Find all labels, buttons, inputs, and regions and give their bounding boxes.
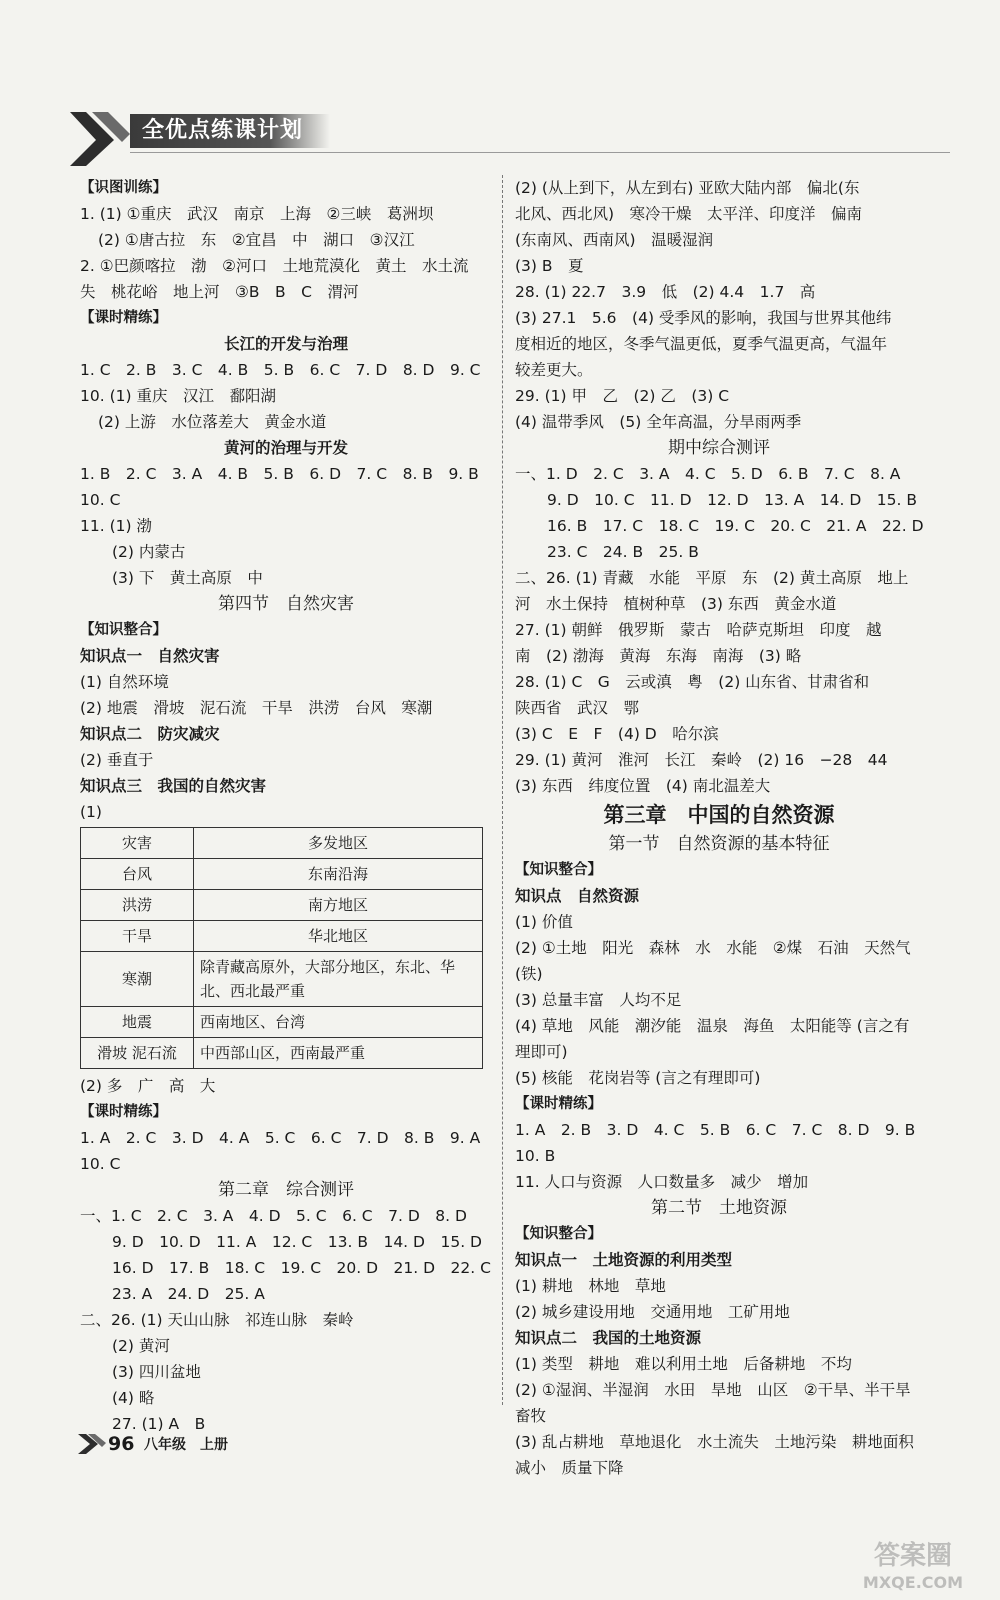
table-cell: 滑坡 泥石流 <box>81 1038 194 1069</box>
answer-line: 23. C 24. B 25. B <box>547 543 699 561</box>
answer-line: (铁) <box>515 965 543 983</box>
answer-line: 失 桃花峪 地上河 ③B B C 渭河 <box>80 283 359 301</box>
chapter-title: 第三章 中国的自然资源 <box>603 802 835 827</box>
answer-line: 16. B 17. C 18. C 19. C 20. C 21. A 22. D <box>547 517 924 535</box>
answer-line: (4) 草地 风能 潮汐能 温泉 海鱼 太阳能等 (言之有 <box>515 1017 910 1035</box>
table-cell: 洪涝 <box>81 890 194 921</box>
brand-logo-icon <box>70 110 130 166</box>
answer-line: 29. (1) 甲 乙 (2) 乙 (3) C <box>515 387 730 405</box>
answer-line: 10. C <box>80 491 121 509</box>
answer-line: 9. D 10. D 11. A 12. C 13. B 14. D 15. D <box>112 1233 482 1251</box>
table-cell: 地震 <box>81 1007 194 1038</box>
answer-line: 一、1. D 2. C 3. A 4. C 5. D 6. B 7. C 8. A <box>515 465 901 483</box>
answer-line: 1. A 2. C 3. D 4. A 5. C 6. C 7. D 8. B 9. A <box>80 1129 481 1147</box>
section-title: 第二节 土地资源 <box>651 1198 787 1218</box>
answer-line: (2) (从上到下，从左到右) 亚欧大陆内部 偏北(东 <box>515 179 860 197</box>
table-row <box>81 1007 483 1038</box>
answer-line: 9. D 10. C 11. D 12. D 13. A 14. D 15. B <box>547 491 917 509</box>
answer-line: 陕西省 武汉 鄂 <box>515 699 640 717</box>
answer-line: (2) 上游 水位落差大 黄金水道 <box>98 413 327 431</box>
answer-line: 2. ①巴颜喀拉 渤 ②河口 土地荒漠化 黄土 水土流 <box>80 257 469 275</box>
answer-line: (5) 核能 花岗岩等 (言之有理即可) <box>515 1069 761 1087</box>
section-title: 第二章 综合测评 <box>218 1180 354 1200</box>
section-tag: 【识图训练】 <box>80 180 167 196</box>
answer-line: (3) C E F (4) D 哈尔滨 <box>515 725 719 743</box>
answer-line: 南 (2) 渤海 黄海 东海 南海 (3) 略 <box>515 647 802 665</box>
answer-line: (东南风、西南风) 温暖湿润 <box>515 231 714 249</box>
right-column <box>515 175 923 1481</box>
answer-line: 一、1. C 2. C 3. A 4. D 5. C 6. C 7. D 8. D <box>80 1207 467 1225</box>
answer-line: 1. B 2. C 3. A 4. B 5. B 6. D 7. C 8. B 9. B <box>80 465 479 483</box>
answer-line: (2) 垂直于 <box>80 751 154 769</box>
answer-line: 10. (1) 重庆 汉江 鄱阳湖 <box>80 387 276 405</box>
table-header-cell: 灾害 <box>81 828 194 859</box>
answer-line: 27. (1) A B <box>112 1415 206 1433</box>
table-row <box>81 952 483 1007</box>
table-row <box>81 890 483 921</box>
column-divider <box>502 175 503 1405</box>
table-cell: 干旱 <box>81 921 194 952</box>
knowledge-point-heading: 知识点 自然资源 <box>515 887 640 905</box>
section-tag: 【课时精练】 <box>80 1104 167 1120</box>
knowledge-point-heading: 知识点三 我国的自然灾害 <box>80 777 267 795</box>
answer-line: (2) 内蒙古 <box>112 543 186 561</box>
answer-line: (3) 东西 纬度位置 (4) 南北温差大 <box>515 777 771 795</box>
section-tag: 【知识整合】 <box>515 862 602 878</box>
section-title: 第四节 自然灾害 <box>218 594 354 614</box>
section-title: 期中综合测评 <box>668 438 770 458</box>
brand-title: 全优点练课计划 <box>130 114 330 148</box>
watermark-line2: MXQE.COM <box>862 1573 964 1592</box>
answer-line: (2) 城乡建设用地 交通用地 工矿用地 <box>515 1303 790 1321</box>
answer-line: 较差更大。 <box>515 361 593 379</box>
answer-line: 二、26. (1) 青藏 水能 平原 东 (2) 黄土高原 地上 <box>515 569 909 587</box>
table-cell: 除青藏高原外，大部分地区，东北、华北、西北最严重 <box>194 952 483 1007</box>
answer-line: 河 水土保持 植树种草 (3) 东西 黄金水道 <box>515 595 837 613</box>
answer-line: (3) 27.1 5.6 (4) 受季风的影响，我国与世界其他纬 <box>515 309 892 327</box>
answer-line: 1. A 2. B 3. D 4. C 5. B 6. C 7. C 8. D 9. B <box>515 1121 916 1139</box>
table-cell: 中西部山区，西南最严重 <box>194 1038 483 1069</box>
section-tag: 【知识整合】 <box>515 1226 602 1242</box>
answer-line: 1. C 2. B 3. C 4. B 5. B 6. C 7. D 8. D 9. C <box>80 361 481 379</box>
table-cell: 东南沿海 <box>194 859 483 890</box>
section-tag: 【课时精练】 <box>515 1096 602 1112</box>
answer-line: (2) 黄河 <box>112 1337 170 1355</box>
watermark-line1: 答案圈 <box>873 1541 953 1571</box>
table-header-row <box>81 828 483 859</box>
table-header-cell: 多发地区 <box>194 828 483 859</box>
page-header <box>70 108 950 168</box>
disaster-table <box>80 827 483 1069</box>
answer-line: (1) 价值 <box>515 913 573 931</box>
answer-line: (2) ①土地 阳光 森林 水 水能 ②煤 石油 天然气 <box>515 939 911 957</box>
answer-line: 减小 质量下降 <box>515 1459 624 1477</box>
answer-line: 10. B <box>515 1147 556 1165</box>
lesson-title: 长江的开发与治理 <box>223 335 348 353</box>
answer-line: (1) 自然环境 <box>80 673 169 691</box>
table-row <box>81 921 483 952</box>
answer-line: 11. (1) 渤 <box>80 517 152 535</box>
answer-line: 二、26. (1) 天山山脉 祁连山脉 秦岭 <box>80 1311 354 1329</box>
answer-line: (3) 四川盆地 <box>112 1363 201 1381</box>
answer-line: (4) 略 <box>112 1389 155 1407</box>
answer-line: (2) ①湿润、半湿润 水田 旱地 山区 ②干旱、半干旱 <box>515 1381 911 1399</box>
answer-line: (1) 耕地 林地 草地 <box>515 1277 666 1295</box>
table-cell: 西南地区、台湾 <box>194 1007 483 1038</box>
answer-line: 23. A 24. D 25. A <box>112 1285 265 1303</box>
table-row <box>81 859 483 890</box>
answer-line: (2) ①唐古拉 东 ②宜昌 中 湖口 ③汉江 <box>98 231 415 249</box>
watermark-logo-icon <box>838 1534 988 1594</box>
answer-line: (1) 类型 耕地 难以利用土地 后备耕地 不均 <box>515 1355 852 1373</box>
knowledge-point-heading: 知识点一 自然灾害 <box>80 647 220 665</box>
answer-line: 畜牧 <box>515 1407 547 1425</box>
answer-line: 11. 人口与资源 人口数量多 减少 增加 <box>515 1173 809 1191</box>
table-row <box>81 1038 483 1069</box>
answer-line: (2) 多 广 高 大 <box>80 1077 216 1095</box>
answer-line: (2) 地震 滑坡 泥石流 干旱 洪涝 台风 寒潮 <box>80 699 433 717</box>
section-tag: 【知识整合】 <box>80 622 167 638</box>
knowledge-point-heading: 知识点二 我国的土地资源 <box>515 1329 702 1347</box>
table-cell: 寒潮 <box>81 952 194 1007</box>
answer-line: 度相近的地区，冬季气温更低，夏季气温更高，气温年 <box>515 335 888 353</box>
answer-line: (4) 温带季风 (5) 全年高温，分旱雨两季 <box>515 413 802 431</box>
section-tag: 【课时精练】 <box>80 310 167 326</box>
footer-grade: 八年级 上册 <box>144 1437 228 1453</box>
table-cell: 华北地区 <box>194 921 483 952</box>
answer-line: (3) 乱占耕地 草地退化 水土流失 土地污染 耕地面积 <box>515 1433 914 1451</box>
answer-line: 16. D 17. B 18. C 19. C 20. D 21. D 22. C <box>112 1259 491 1277</box>
answer-line: (3) 下 黄土高原 中 <box>112 569 263 587</box>
footer-logo-icon <box>78 1434 106 1454</box>
answer-line: 28. (1) C G 云或滇 粤 (2) 山东省、甘肃省和 <box>515 673 870 691</box>
knowledge-point-heading: 知识点一 土地资源的利用类型 <box>515 1251 733 1269</box>
left-column <box>80 175 492 1437</box>
answer-line: 北风、西北风) 寒冷干燥 太平洋、印度洋 偏南 <box>515 205 863 223</box>
answer-line: 29. (1) 黄河 淮河 长江 秦岭 (2) 16 −28 44 <box>515 751 888 769</box>
answer-line: 1. (1) ①重庆 武汉 南京 上海 ②三峡 葛洲坝 <box>80 205 434 223</box>
answer-line: 28. (1) 22.7 3.9 低 (2) 4.4 1.7 高 <box>515 283 816 301</box>
section-title: 第一节 自然资源的基本特征 <box>608 834 830 854</box>
answer-line: 10. C <box>80 1155 121 1173</box>
page-number: 96 <box>108 1433 135 1455</box>
header-rule <box>130 152 950 153</box>
answer-line: (1) <box>80 803 102 821</box>
lesson-title: 黄河的治理与开发 <box>223 439 348 457</box>
answer-line: (3) B 夏 <box>515 257 584 275</box>
answer-line: 27. (1) 朝鲜 俄罗斯 蒙古 哈萨克斯坦 印度 越 <box>515 621 882 639</box>
table-cell: 南方地区 <box>194 890 483 921</box>
answer-line: (3) 总量丰富 人均不足 <box>515 991 682 1009</box>
answer-line: 理即可) <box>515 1043 568 1061</box>
table-cell: 台风 <box>81 859 194 890</box>
knowledge-point-heading: 知识点二 防灾减灾 <box>80 725 220 743</box>
